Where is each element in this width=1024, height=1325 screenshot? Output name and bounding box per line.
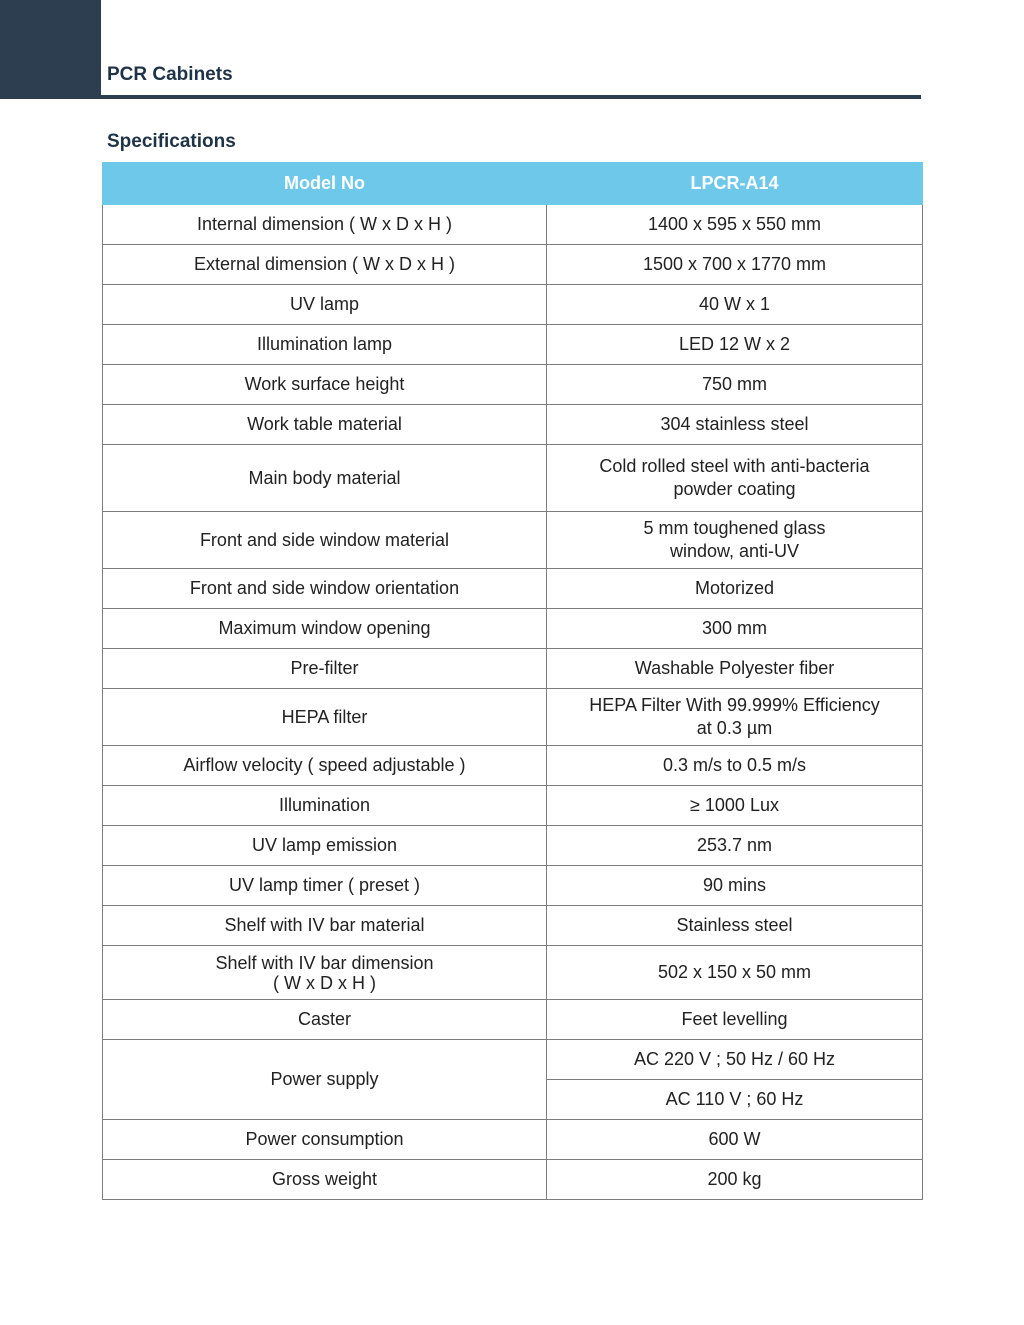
header-model-value: LPCR-A14	[547, 163, 923, 205]
table-row	[103, 1120, 923, 1160]
spec-value: 502 x 150 x 50 mm	[547, 946, 923, 1000]
spec-value-line: 5 mm toughened glass	[643, 518, 826, 538]
spec-value: 1500 x 700 x 1770 mm	[547, 245, 923, 285]
spec-value: 200 kg	[547, 1160, 923, 1200]
spec-value-line: at 0.3 µm	[696, 718, 773, 738]
header-model-no: Model No	[103, 163, 547, 205]
header-divider	[101, 95, 921, 99]
spec-label: Pre-filter	[103, 649, 547, 689]
table-row	[103, 866, 923, 906]
spec-value: ≥ 1000 Lux	[547, 786, 923, 826]
table-row	[103, 786, 923, 826]
spec-label: Maximum window opening	[103, 609, 547, 649]
spec-label: Airflow velocity ( speed adjustable )	[103, 746, 547, 786]
spec-label	[103, 946, 547, 1000]
section-title: Specifications	[107, 131, 236, 152]
spec-label: Front and side window material	[103, 512, 547, 569]
spec-label: Illumination	[103, 786, 547, 826]
spec-label: External dimension ( W x D x H )	[103, 245, 547, 285]
spec-label: UV lamp	[103, 285, 547, 325]
table-row	[103, 445, 923, 512]
table-row	[103, 285, 923, 325]
spec-label: Main body material	[103, 445, 547, 512]
spec-label-line: Shelf with IV bar dimension	[215, 952, 434, 973]
spec-value: LED 12 W x 2	[547, 325, 923, 365]
table-row	[103, 649, 923, 689]
spec-label: Power consumption	[103, 1120, 547, 1160]
spec-value-line: HEPA Filter With 99.999% Efficiency	[589, 695, 880, 715]
table-row	[103, 1040, 923, 1080]
spec-value: 304 stainless steel	[547, 405, 923, 445]
spec-value: 1400 x 595 x 550 mm	[547, 205, 923, 245]
spec-label: Work table material	[103, 405, 547, 445]
table-row	[103, 946, 923, 1000]
header-accent-block	[0, 0, 101, 99]
spec-value: 600 W	[547, 1120, 923, 1160]
spec-value	[547, 445, 923, 512]
spec-label: Internal dimension ( W x D x H )	[103, 205, 547, 245]
spec-value-line: Cold rolled steel with anti-bacteria	[599, 456, 870, 476]
table-row	[103, 405, 923, 445]
table-row	[103, 689, 923, 746]
table-row	[103, 746, 923, 786]
table-row	[103, 569, 923, 609]
spec-value: Washable Polyester fiber	[547, 649, 923, 689]
spec-value: Stainless steel	[547, 906, 923, 946]
page-header-title: PCR Cabinets	[107, 64, 233, 85]
table-row	[103, 325, 923, 365]
spec-value: 40 W x 1	[547, 285, 923, 325]
spec-value: AC 110 V ; 60 Hz	[547, 1080, 923, 1120]
spec-value: AC 220 V ; 50 Hz / 60 Hz	[547, 1040, 923, 1080]
spec-label: Caster	[103, 1000, 547, 1040]
table-header-row	[103, 163, 923, 205]
spec-label: Gross weight	[103, 1160, 547, 1200]
spec-value: Motorized	[547, 569, 923, 609]
spec-value: 0.3 m/s to 0.5 m/s	[547, 746, 923, 786]
spec-value-line: powder coating	[673, 479, 796, 499]
spec-label-line: ( W x D x H )	[273, 972, 376, 993]
spec-value: 90 mins	[547, 866, 923, 906]
spec-value: Feet levelling	[547, 1000, 923, 1040]
table-row	[103, 512, 923, 569]
table-row	[103, 205, 923, 245]
spec-label: UV lamp timer ( preset )	[103, 866, 547, 906]
spec-label: Shelf with IV bar material	[103, 906, 547, 946]
spec-value	[547, 689, 923, 746]
spec-value: 300 mm	[547, 609, 923, 649]
table-row	[103, 1160, 923, 1200]
table-row	[103, 906, 923, 946]
specifications-table	[102, 162, 923, 1200]
spec-value: 750 mm	[547, 365, 923, 405]
spec-label: UV lamp emission	[103, 826, 547, 866]
spec-label: Power supply	[103, 1040, 547, 1120]
spec-label: Illumination lamp	[103, 325, 547, 365]
table-row	[103, 826, 923, 866]
spec-label: Front and side window orientation	[103, 569, 547, 609]
table-row	[103, 609, 923, 649]
table-row	[103, 245, 923, 285]
spec-value	[547, 512, 923, 569]
spec-value-line: window, anti-UV	[669, 541, 800, 561]
table-row	[103, 1000, 923, 1040]
table-row	[103, 365, 923, 405]
spec-label: Work surface height	[103, 365, 547, 405]
spec-label: HEPA filter	[103, 689, 547, 746]
spec-value: 253.7 nm	[547, 826, 923, 866]
